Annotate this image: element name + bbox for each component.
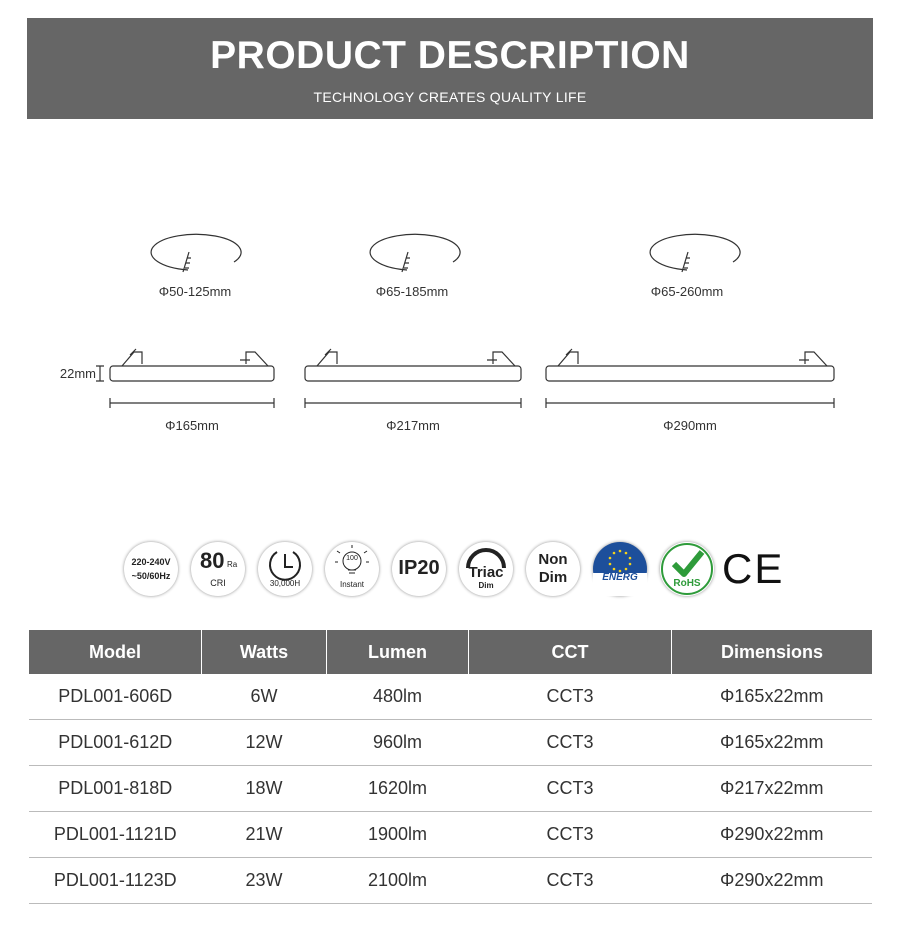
cell-watts: 21W — [202, 812, 327, 858]
spec-table — [29, 630, 872, 904]
ip-rating-icon — [392, 542, 446, 596]
diameter-label-1: Φ165mm — [165, 418, 219, 433]
page-title: PRODUCT DESCRIPTION — [210, 34, 690, 77]
cell-lumen: 1900lm — [327, 812, 469, 858]
col-header-lumen: Lumen — [327, 630, 469, 674]
cutout-label-2: Φ65-185mm — [375, 284, 449, 299]
rohs-icon — [660, 542, 714, 596]
table-row — [29, 766, 872, 812]
cri-label: CRI — [210, 578, 226, 588]
cutout-diagram-2 — [370, 234, 460, 272]
non-dim-line1: Non — [538, 551, 568, 568]
cell-dimensions: Φ290x22mm — [672, 812, 873, 858]
cell-model: PDL001-818D — [29, 766, 202, 812]
diameter-label-2: Φ217mm — [386, 418, 440, 433]
voltage-line2: ~50/60Hz — [131, 571, 171, 581]
table-header-row — [29, 630, 872, 674]
cri-value: 80 — [200, 548, 225, 573]
cell-dimensions: Φ165x22mm — [672, 720, 873, 766]
instant-label: Instant — [339, 580, 364, 589]
cell-cct: CCT3 — [469, 812, 672, 858]
cell-cct: CCT3 — [469, 720, 672, 766]
cell-lumen: 1620lm — [327, 766, 469, 812]
cell-watts: 12W — [202, 720, 327, 766]
voltage-line1: 220-240V — [131, 557, 171, 567]
diameter-label-3: Φ290mm — [663, 418, 717, 433]
instant-icon — [325, 542, 379, 596]
table-row — [29, 674, 872, 720]
cell-lumen: 480lm — [327, 674, 469, 720]
instant-percent: 100 — [346, 555, 358, 562]
eu-stars-icon — [593, 542, 647, 596]
cell-model: PDL001-606D — [29, 674, 202, 720]
energy-text: ENERG — [602, 572, 638, 583]
cutout-diagram-1 — [151, 234, 241, 272]
cutout-diagram-3 — [650, 234, 740, 272]
height-dimension — [96, 366, 104, 381]
cell-cct: CCT3 — [469, 766, 672, 812]
table-row — [29, 720, 872, 766]
cell-model: PDL001-612D — [29, 720, 202, 766]
col-header-watts: Watts — [202, 630, 327, 674]
side-profile-2 — [305, 349, 521, 381]
cell-cct: CCT3 — [469, 674, 672, 720]
voltage-icon — [124, 542, 178, 596]
cutout-label-3: Φ65-260mm — [650, 284, 724, 299]
technical-drawings — [0, 0, 900, 450]
cell-dimensions: Φ165x22mm — [672, 674, 873, 720]
col-header-cct: CCT — [469, 630, 672, 674]
non-dim-icon — [526, 542, 580, 596]
cell-watts: 18W — [202, 766, 327, 812]
ip-rating: IP20 — [398, 557, 440, 579]
ce-text: CE — [722, 545, 785, 592]
table-row — [29, 858, 872, 904]
width-dimension-2 — [305, 398, 521, 408]
non-dim-line2: Dim — [538, 569, 568, 586]
triac-label: Triac — [468, 564, 504, 581]
triac-sub: Dim — [478, 581, 494, 590]
cell-model: PDL001-1123D — [29, 858, 202, 904]
triac-icon — [459, 542, 513, 596]
cell-watts: 23W — [202, 858, 327, 904]
col-header-dimensions: Dimensions — [672, 630, 873, 674]
cell-watts: 6W — [202, 674, 327, 720]
energy-label-icon — [593, 542, 647, 596]
width-dimension-3 — [546, 398, 834, 408]
width-dimension-1 — [110, 398, 274, 408]
cell-dimensions: Φ290x22mm — [672, 858, 873, 904]
cell-cct: CCT3 — [469, 858, 672, 904]
lifetime-label: 30,000H — [269, 579, 301, 588]
page-subtitle: TECHNOLOGY CREATES QUALITY LIFE — [313, 89, 587, 105]
side-profile-3 — [546, 349, 834, 381]
cri-icon — [191, 542, 245, 596]
cell-model: PDL001-1121D — [29, 812, 202, 858]
height-label: 22mm — [59, 366, 96, 381]
ce-mark-icon — [722, 545, 785, 593]
cell-lumen: 2100lm — [327, 858, 469, 904]
cell-dimensions: Φ217x22mm — [672, 766, 873, 812]
cell-lumen: 960lm — [327, 720, 469, 766]
rohs-text: RoHS — [673, 578, 701, 589]
lifetime-icon — [258, 542, 312, 596]
cutout-label-1: Φ50-125mm — [158, 284, 232, 299]
table-row — [29, 812, 872, 858]
col-header-model: Model — [29, 630, 202, 674]
side-profile-1 — [110, 349, 274, 381]
cri-unit: Ra — [227, 560, 238, 569]
